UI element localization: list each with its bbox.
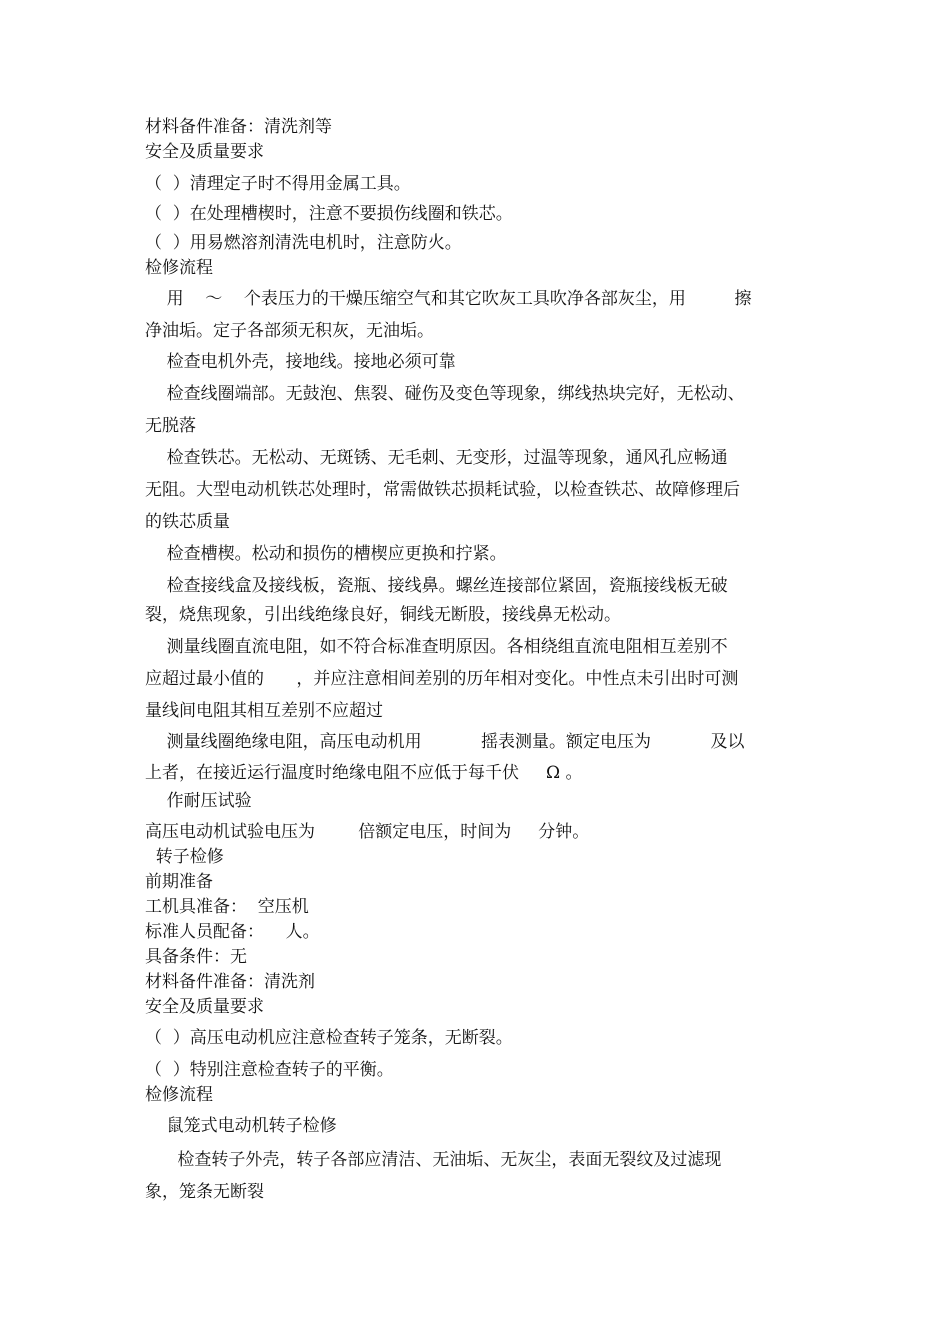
section-heading: 前期准备: [145, 872, 213, 892]
text-line: 测量线圈绝缘电阻，高压电动机用 摇表测量。额定电压为 及以: [145, 732, 745, 752]
text-line: 裂，烧焦现象，引出线绝缘良好，铜线无断股，接线鼻无松动。: [145, 605, 621, 625]
text-line: 净油垢。定子各部须无积灰，无油垢。: [145, 321, 434, 341]
text-line: （ ）清理定子时不得用金属工具。: [145, 174, 411, 194]
text-line: 检查转子外壳，转子各部应清洁、无油垢、无灰尘，表面无裂纹及过滤现: [145, 1150, 722, 1170]
text-line: 量线间电阻其相互差别不应超过: [145, 701, 383, 721]
text-line: （ ）高压电动机应注意检查转子笼条，无断裂。: [145, 1028, 513, 1048]
section-heading: 检修流程: [145, 258, 213, 278]
text-line: 用 ～ 个表压力的干燥压缩空气和其它吹灰工具吹净各部灰尘，用 擦: [145, 289, 752, 309]
text-line: 标准人员配备： 人。: [145, 922, 320, 942]
text-line: 检查铁芯。无松动、无斑锈、无毛刺、无变形，过温等现象，通风孔应畅通: [145, 448, 728, 468]
section-heading: 安全及质量要求: [145, 997, 264, 1017]
text-line: （ ）用易燃溶剂清洗电机时，注意防火。: [145, 233, 462, 253]
text-line: 作耐压试验: [145, 791, 252, 811]
text-line: 材料备件准备：清洗剂等: [145, 117, 332, 137]
text-line: 检查线圈端部。无鼓泡、焦裂、碰伤及变色等现象，绑线热块完好，无松动、: [145, 384, 745, 404]
text-line: 上者，在接近运行温度时绝缘电阻不应低于每千伏 Ω 。: [145, 763, 583, 783]
section-heading: 转子检修: [145, 847, 224, 867]
text-line: （ ）特别注意检查转子的平衡。: [145, 1060, 394, 1080]
text-line: 鼠笼式电动机转子检修: [145, 1116, 337, 1136]
text-line: 检查接线盒及接线板，瓷瓶、接线鼻。螺丝连接部位紧固，瓷瓶接线板无破: [145, 576, 728, 596]
text-line: 工机具准备： 空压机: [145, 897, 309, 917]
text-line: （ ）在处理槽楔时，注意不要损伤线圈和铁芯。: [145, 204, 513, 224]
text-line: 具备条件：无: [145, 947, 247, 967]
section-heading: 检修流程: [145, 1085, 213, 1105]
text-line: 高压电动机试验电压为 倍额定电压，时间为 分钟。: [145, 822, 590, 842]
text-line: 测量线圈直流电阻，如不符合标准查明原因。各相绕组直流电阻相互差别不: [145, 637, 728, 657]
section-heading: 安全及质量要求: [145, 142, 264, 162]
text-line: 无脱落: [145, 416, 196, 436]
text-line: 象，笼条无断裂: [145, 1182, 264, 1202]
text-line: 检查槽楔。松动和损伤的槽楔应更换和拧紧。: [145, 544, 507, 564]
text-line: 无阻。大型电动机铁芯处理时，常需做铁芯损耗试验，以检查铁芯、故障修理后: [145, 480, 740, 500]
text-line: 的铁芯质量: [145, 512, 230, 532]
text-line: 应超过最小值的 ，并应注意相间差别的历年相对变化。中性点未引出时可测: [145, 669, 739, 689]
text-line: 材料备件准备：清洗剂: [145, 972, 315, 992]
text-line: 检查电机外壳，接地线。接地必须可靠: [145, 352, 456, 372]
